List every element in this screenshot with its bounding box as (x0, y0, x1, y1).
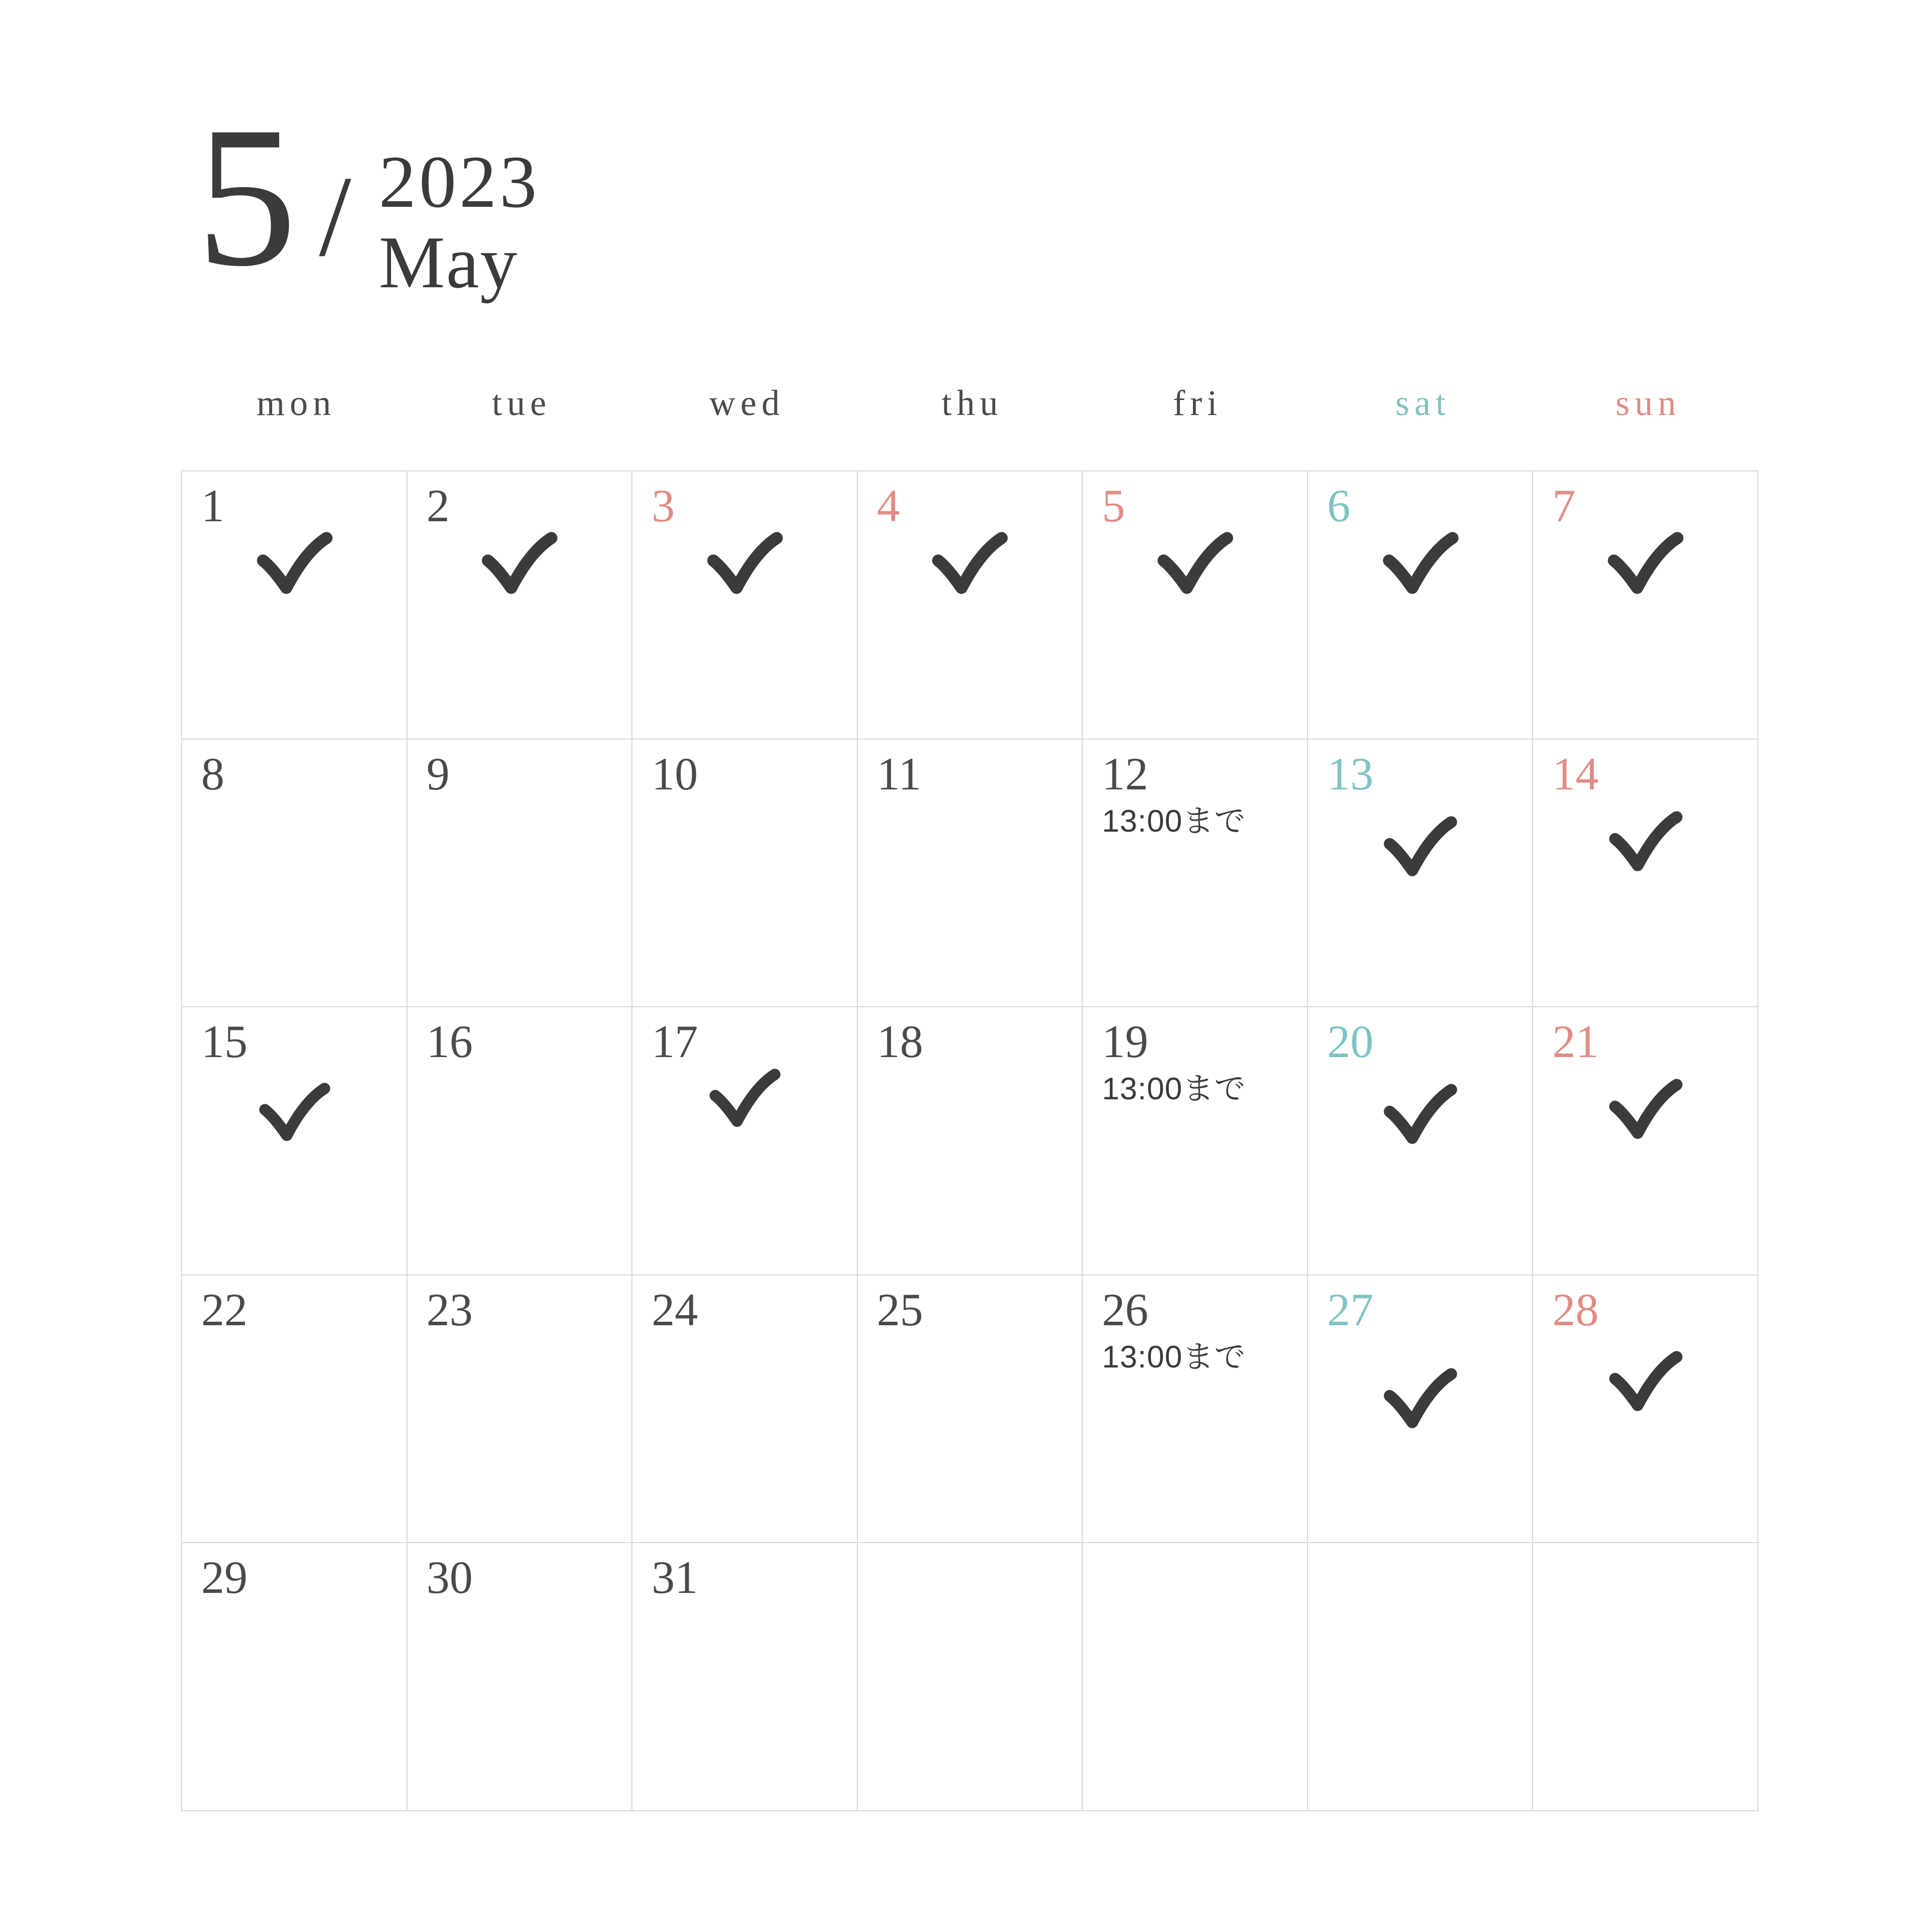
day-cell-19 (1083, 1007, 1308, 1275)
day-number: 11 (876, 748, 922, 799)
day-number: 7 (1552, 480, 1576, 531)
day-cell-31 (632, 1543, 858, 1811)
check-mark-icon (1308, 531, 1533, 597)
check-mark-icon (182, 531, 407, 597)
day-number: 2 (426, 480, 450, 531)
weekday-label-mon: mon (256, 383, 336, 423)
day-number: 31 (652, 1552, 698, 1603)
day-cell-22 (182, 1275, 408, 1544)
day-cell-empty (1533, 1543, 1758, 1811)
check-mark-icon (1533, 1078, 1757, 1142)
day-cell-empty (1083, 1543, 1308, 1811)
day-number: 26 (1102, 1283, 1149, 1335)
weekday-header-row (181, 382, 1758, 424)
day-note: 13:00まで (1102, 1339, 1246, 1375)
day-cell-4 (858, 471, 1083, 740)
day-number: 8 (201, 748, 224, 799)
day-number: 14 (1552, 748, 1599, 799)
check-mark-icon (1308, 1367, 1533, 1431)
weekday-label-thu: thu (941, 383, 1003, 423)
day-number: 15 (201, 1016, 248, 1068)
day-cell-21 (1533, 1007, 1758, 1275)
day-number: 27 (1327, 1283, 1374, 1335)
check-mark-icon (1083, 531, 1307, 597)
day-number: 21 (1552, 1016, 1599, 1068)
day-cell-23 (408, 1275, 633, 1544)
day-number: 6 (1327, 480, 1350, 531)
day-cell-3 (632, 471, 858, 740)
day-cell-9 (408, 740, 633, 1008)
day-cell-12 (1083, 740, 1308, 1008)
day-cell-27 (1308, 1275, 1534, 1544)
day-cell-18 (858, 1007, 1083, 1275)
day-cell-16 (408, 1007, 633, 1275)
check-mark-icon (1308, 815, 1533, 879)
weekday-label-sat: sat (1395, 383, 1451, 423)
weekday-label-sun: sun (1616, 383, 1681, 423)
month-name-label: May (378, 221, 519, 304)
day-number: 10 (652, 748, 698, 799)
year-month-block (379, 143, 540, 305)
day-cell-30 (408, 1543, 633, 1811)
day-cell-28 (1533, 1275, 1758, 1544)
day-note: 13:00まで (1102, 803, 1246, 839)
check-mark-icon (1533, 1350, 1757, 1414)
day-number: 29 (201, 1552, 248, 1603)
check-mark-icon (182, 1082, 407, 1144)
day-number: 20 (1327, 1016, 1374, 1068)
check-mark-icon (1308, 1083, 1533, 1147)
day-number: 12 (1102, 748, 1149, 799)
day-cell-15 (182, 1007, 408, 1275)
day-number: 30 (426, 1552, 473, 1603)
day-number: 3 (652, 480, 675, 531)
month-number: 5 (196, 85, 295, 308)
calendar-header (196, 85, 540, 308)
day-cell-20 (1308, 1007, 1534, 1275)
day-number: 9 (426, 748, 450, 799)
day-number: 17 (652, 1016, 698, 1068)
day-number: 1 (201, 480, 224, 531)
weekday-label-fri: fri (1173, 383, 1223, 423)
day-number: 13 (1327, 748, 1374, 799)
day-cell-14 (1533, 740, 1758, 1008)
day-cell-6 (1308, 471, 1534, 740)
day-cell-24 (632, 1275, 858, 1544)
day-number: 4 (876, 480, 900, 531)
day-cell-29 (182, 1543, 408, 1811)
year-label: 2023 (378, 141, 540, 223)
check-mark-icon (1533, 531, 1757, 597)
day-number: 24 (652, 1283, 698, 1335)
day-number: 25 (876, 1283, 923, 1335)
check-mark-icon (632, 531, 857, 597)
header-separator: / (319, 152, 351, 280)
day-number: 5 (1102, 480, 1125, 531)
day-number: 23 (426, 1283, 473, 1335)
check-mark-icon (632, 1068, 857, 1130)
day-number: 22 (201, 1283, 248, 1335)
day-cell-empty (1308, 1543, 1534, 1811)
weekday-label-tue: tue (492, 383, 551, 423)
day-cell-26 (1083, 1275, 1308, 1544)
day-cell-11 (858, 740, 1083, 1008)
day-number: 16 (426, 1016, 473, 1068)
day-cell-17 (632, 1007, 858, 1275)
check-mark-icon (858, 531, 1082, 597)
day-cell-2 (408, 471, 633, 740)
day-number: 28 (1552, 1283, 1599, 1335)
day-cell-13 (1308, 740, 1534, 1008)
day-cell-25 (858, 1275, 1083, 1544)
day-cell-7 (1533, 471, 1758, 740)
day-number: 19 (1102, 1016, 1149, 1068)
day-note: 13:00まで (1102, 1072, 1246, 1107)
day-cell-1 (182, 471, 408, 740)
day-cell-empty (858, 1543, 1083, 1811)
weekday-label-wed: wed (709, 383, 785, 423)
day-cell-5 (1083, 471, 1308, 740)
day-cell-8 (182, 740, 408, 1008)
calendar-grid (181, 470, 1758, 1811)
check-mark-icon (1533, 810, 1757, 874)
day-cell-10 (632, 740, 858, 1008)
day-number: 18 (876, 1016, 923, 1068)
check-mark-icon (408, 531, 632, 597)
